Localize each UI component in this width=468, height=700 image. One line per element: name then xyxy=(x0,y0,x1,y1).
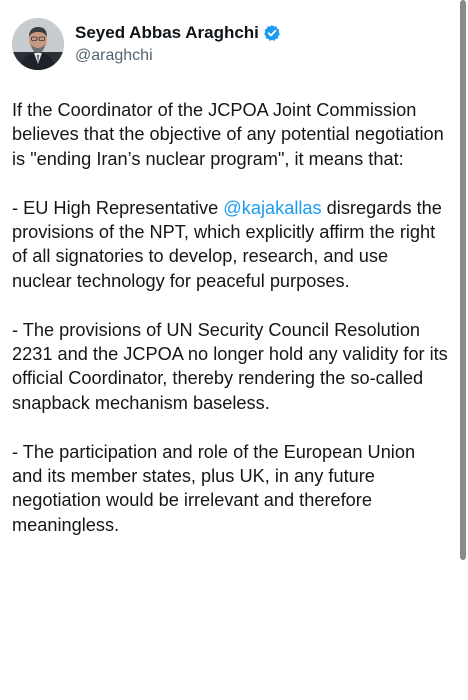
paragraph-npt-rest: disregards the provisions of the NPT, which explicitly affirm the right of all signatories to develop, research, and use nuclear technology for peaceful purposes. xyxy=(12,197,442,291)
tweet-text xyxy=(12,98,454,537)
paragraph-participation: - The participation and role of the European Union and its member states, plus UK, in any future negotiation would be irrelevant and therefore meaningless. xyxy=(12,441,416,535)
paragraph-npt xyxy=(12,196,448,294)
verified-badge-icon xyxy=(263,24,281,42)
paragraph-npt-lead: - EU High Representative xyxy=(12,197,224,218)
user-handle[interactable]: @araghchi xyxy=(75,47,153,64)
mention-link[interactable]: @kajakallas xyxy=(223,197,322,218)
avatar-image xyxy=(12,18,64,70)
tweet-header xyxy=(12,16,454,72)
paragraph-resolution: - The provisions of UN Security Council Resolution 2231 and the JCPOA no longer hold any validity for its official Coordinator, thereby rendering the so-called snapback mechanism baseless. xyxy=(12,319,448,413)
name-row xyxy=(75,22,281,44)
paragraph-intro: If the Coordinator of the JCPOA Joint Commission believes that the objective of any potential negotiation is "ending Iran’s nuclear program", it means that: xyxy=(12,100,444,169)
author-names xyxy=(75,22,281,66)
display-name[interactable]: Seyed Abbas Araghchi xyxy=(75,23,259,42)
avatar[interactable] xyxy=(12,18,64,70)
scrollbar[interactable] xyxy=(460,0,466,560)
